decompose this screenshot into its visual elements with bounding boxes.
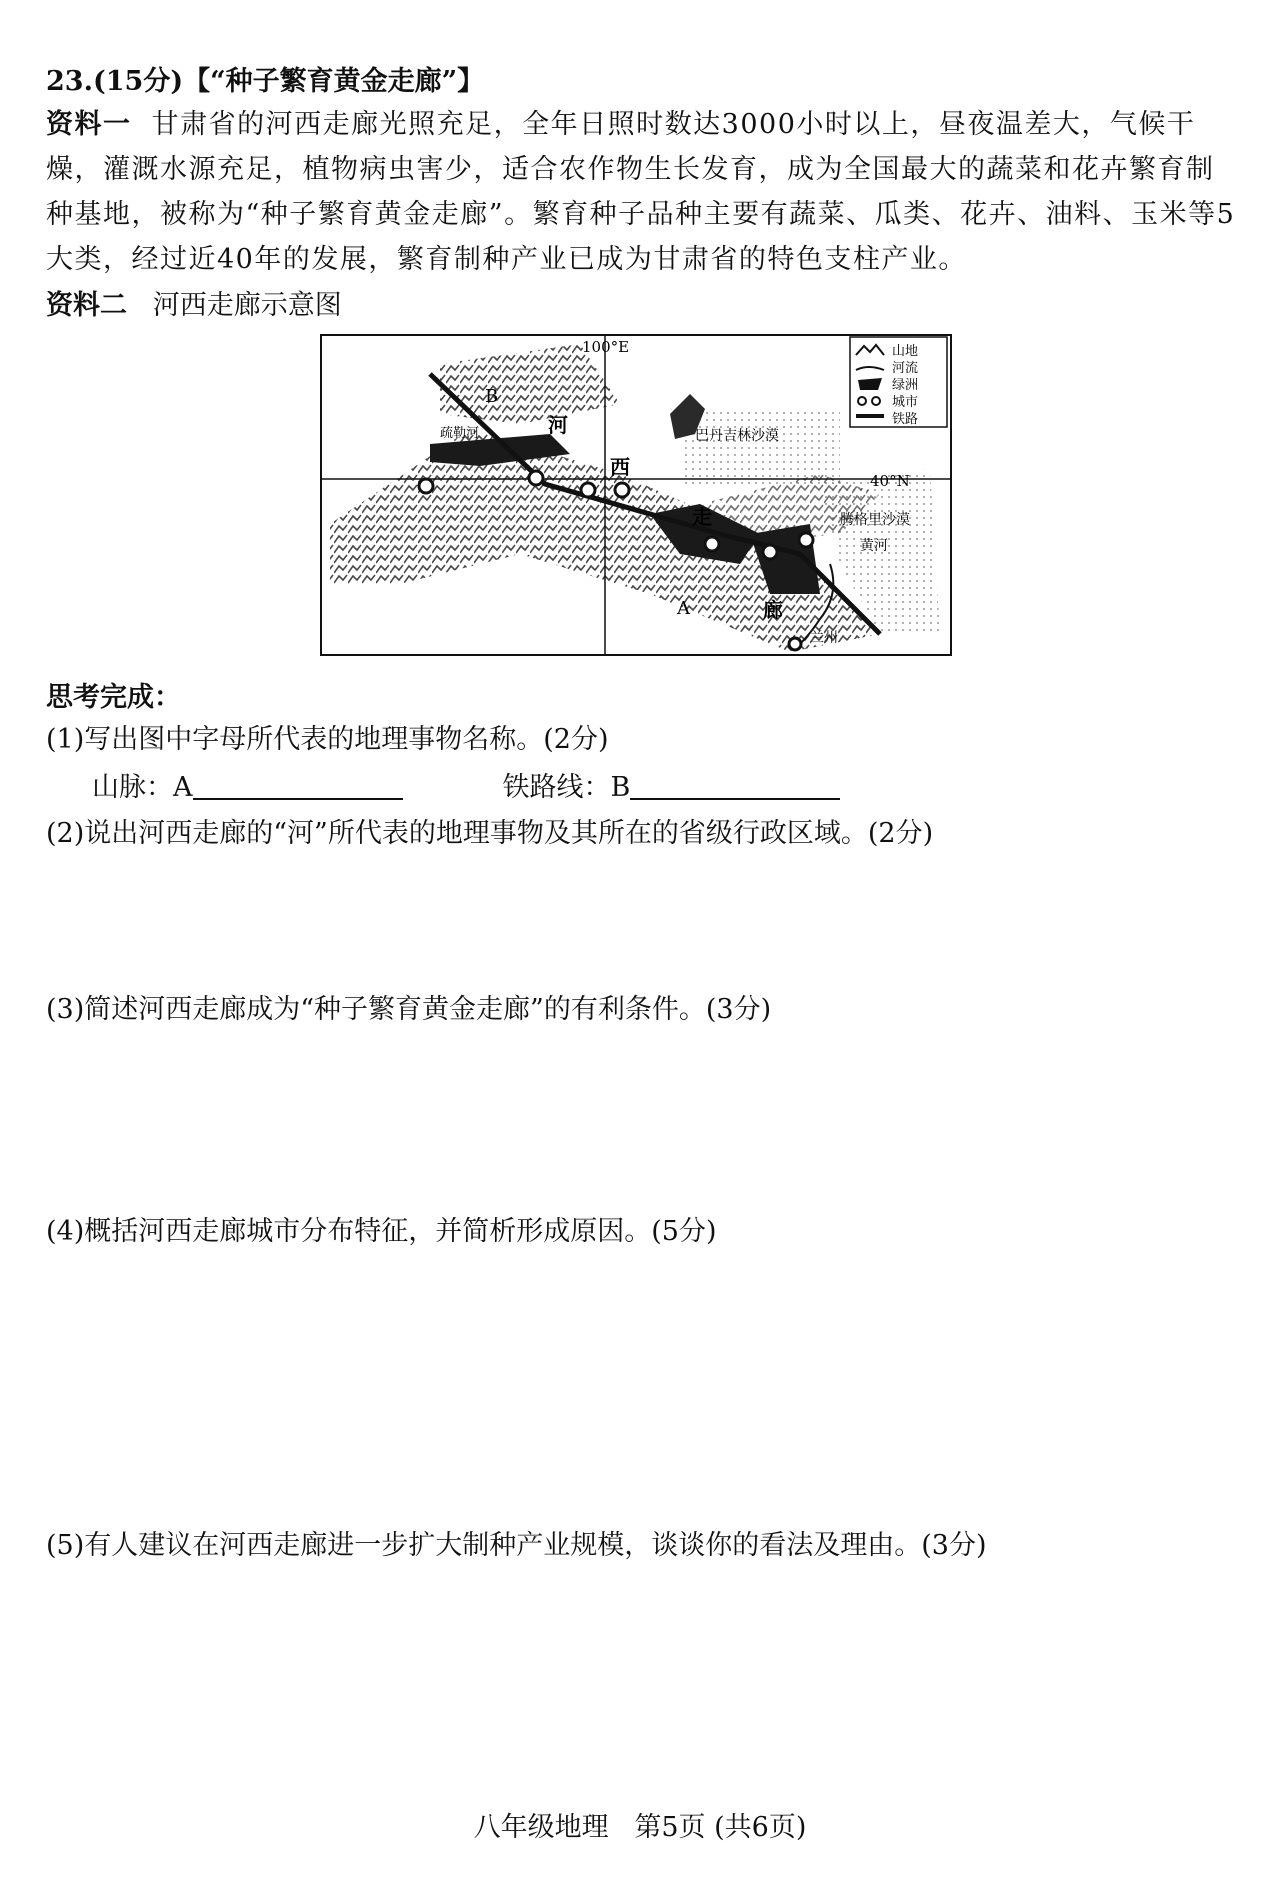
question-number: 23. bbox=[46, 66, 93, 97]
corridor-label-lang: 廊 bbox=[763, 598, 783, 622]
corridor-label-xi: 西 bbox=[610, 455, 630, 479]
city-marker bbox=[419, 479, 433, 493]
yellow-river-label: 黄河 bbox=[860, 538, 888, 554]
question-score: (15分) bbox=[92, 66, 184, 97]
badain-jaran-label: 巴丹吉林沙漠 bbox=[695, 428, 779, 444]
city-marker bbox=[529, 471, 543, 485]
map-legend bbox=[850, 337, 947, 427]
question-4: (4)概括河西走廊城市分布特征，并简析形成原因。(5分) bbox=[46, 1216, 717, 1247]
letter-b-label: B bbox=[485, 386, 499, 407]
city-marker bbox=[705, 537, 719, 551]
corridor-label-zou: 走 bbox=[692, 505, 712, 529]
page-footer bbox=[0, 1805, 1280, 1844]
material-two bbox=[46, 284, 342, 328]
material-two-label: 资料二 bbox=[46, 290, 127, 321]
lanzhou-city-marker bbox=[789, 638, 801, 650]
material-one-text: 甘肃省的河西走廊光照充足，全年日照时数达3000小时以上，昼夜温差大，气候干燥，灌溉水源充足，植物病虫害少，适合农作物生长发育，成为全国最大的蔬菜和花卉繁育制种基地，被称为“种子繁育黄金走廊”。繁育种子品种主要有蔬菜、瓜类、花卉、油料、玉米等5大类，经过近40年的发展，繁育制种产业已成为甘肃省的特色支柱产业。 bbox=[46, 109, 1236, 275]
latitude-label: 40°N bbox=[870, 472, 910, 490]
material-one bbox=[46, 102, 1236, 282]
tengger-label: 腾格里沙漠 bbox=[840, 512, 910, 528]
legend-mountain-label: 山地 bbox=[892, 344, 919, 359]
city-marker bbox=[615, 483, 629, 497]
legend-city-icon bbox=[858, 397, 866, 405]
footer-page: 第5页 (共6页) bbox=[634, 1812, 807, 1843]
question-1-answers bbox=[92, 766, 840, 810]
mountain-a-blank[interactable] bbox=[193, 772, 403, 800]
railway-b-label: 铁路线：B bbox=[502, 772, 631, 803]
legend-oasis-icon bbox=[858, 378, 882, 390]
legend-city-label: 城市 bbox=[892, 395, 919, 410]
city-marker bbox=[799, 533, 813, 547]
railway-b-blank[interactable] bbox=[630, 772, 840, 800]
footer-subject: 八年级地理 bbox=[473, 1812, 609, 1843]
hexi-corridor-map bbox=[320, 334, 952, 656]
think-label: 思考完成： bbox=[46, 682, 181, 713]
map-svg bbox=[320, 334, 952, 656]
shule-river-label: 疏勒河 bbox=[440, 426, 480, 441]
city-marker bbox=[581, 483, 595, 497]
lanzhou-label: 兰州 bbox=[810, 630, 838, 646]
legend-river-label: 河流 bbox=[892, 361, 919, 376]
question-title: 【“种子繁育黄金走廊”】 bbox=[183, 66, 485, 97]
legend-railway-label: 铁路 bbox=[892, 412, 919, 427]
question-1: (1)写出图中字母所代表的地理事物名称。(2分) bbox=[46, 724, 609, 755]
question-3: (3)简述河西走廊成为“种子繁育黄金走廊”的有利条件。(3分) bbox=[46, 994, 772, 1025]
mountain-a-label: 山脉：A bbox=[92, 772, 193, 803]
longitude-label: 100°E bbox=[582, 338, 630, 356]
corridor-label-he: 河 bbox=[548, 413, 568, 437]
city-marker bbox=[763, 545, 777, 559]
legend-oasis-label: 绿洲 bbox=[892, 378, 919, 393]
question-2: (2)说出河西走廊的“河”所代表的地理事物及其所在的省级行政区域。(2分) bbox=[46, 818, 934, 849]
question-5: (5)有人建议在河西走廊进一步扩大制种产业规模，谈谈你的看法及理由。(3分) bbox=[46, 1530, 987, 1561]
question-header bbox=[46, 60, 484, 104]
letter-a-label: A bbox=[677, 598, 690, 619]
material-two-text: 河西走廊示意图 bbox=[152, 290, 342, 321]
material-one-label: 资料一 bbox=[46, 109, 132, 140]
